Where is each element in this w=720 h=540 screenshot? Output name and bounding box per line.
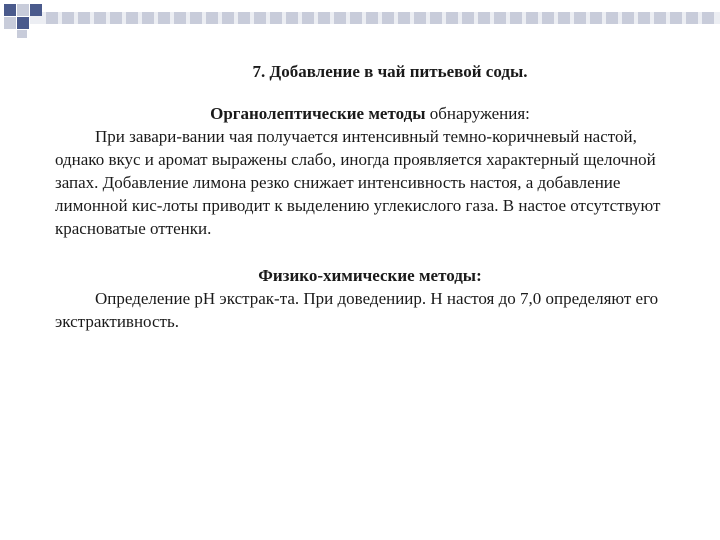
physchem-heading: Физико-химические методы: — [258, 266, 482, 285]
organoleptic-body: При завари-вании чая получается интенсивный темно-коричневый настой, однако вкус и аромат выражены слабо, иногда проявляется характерный щелочной запах. Добавление лимона резко снижает интенсивность настоя, а добавление лимонной кис-лоты приводит к выделению углекислого газа. В настое отсутствуют красноватые оттенки. — [55, 127, 661, 238]
slide-title: 7. Добавление в чай питьевой соды. — [252, 62, 528, 81]
organoleptic-heading — [55, 102, 685, 125]
header-decoration — [0, 0, 720, 40]
organoleptic-heading-bold: Органолептические методы — [210, 104, 426, 123]
physchem-body: Определение pH экстрак-та. При доведениир. Н настоя до 7,0 определяют его экстрактивность. — [55, 289, 659, 331]
slide-content — [55, 60, 685, 333]
organoleptic-heading-rest: обнаружения: — [425, 104, 530, 123]
